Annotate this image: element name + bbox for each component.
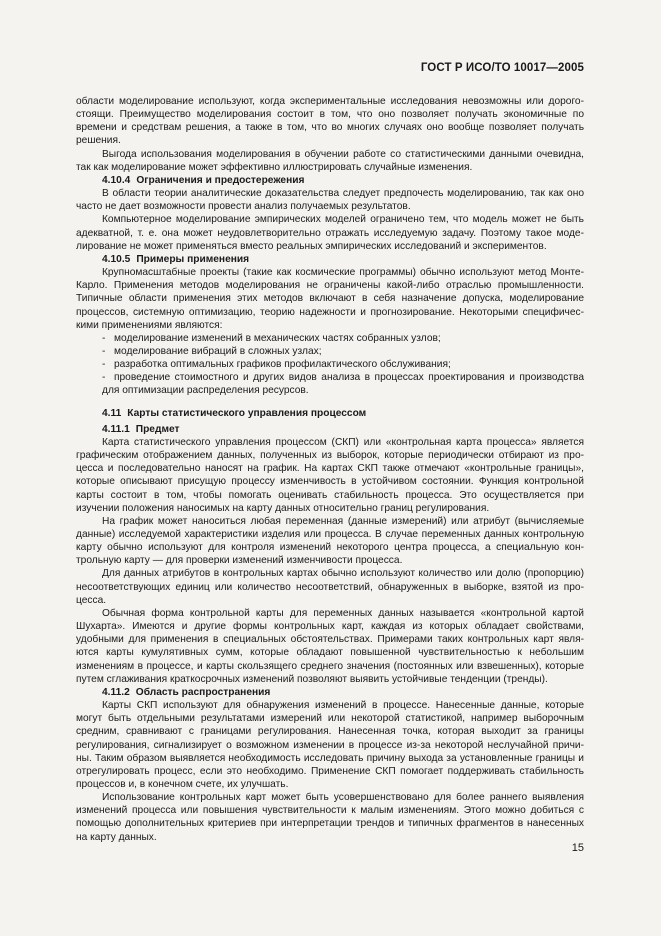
section-title: Карты статистического управления процессом xyxy=(127,407,367,419)
section-heading-4-11-2 xyxy=(76,686,584,699)
paragraph: Крупномасштабные проекты (такие как космические программы) обычно используют метод Монте-Карло. Применения методов моделирования не ограничены какой-либо отраслью промышленности. Типичные области применения этих методов включают в себя назначение допуска, моделирование процессов, системную оптимизацию, теорию надежности и прогнозирование. Некоторыми специфичес-кими применениями являются: xyxy=(76,267,584,331)
section-heading-4-10-4 xyxy=(76,174,584,187)
section-number: 4.10.5 xyxy=(102,253,131,265)
section-title: Предмет xyxy=(135,423,180,435)
document-code-header: ГОСТ Р ИСО/ТО 10017—2005 xyxy=(420,62,584,74)
list-dash: - xyxy=(102,345,106,357)
list-item xyxy=(76,345,584,358)
paragraph: Карты СКП используют для обнаружения изменений в процессе. Нанесенные данные, которые могут быть отдельными результатами измерений или некоторой статистикой, например выборочным средним, сравнивают с границами регулирования. Нанесенная точка, которая выходит за границы регулирования, сигнализирует о возможном изменении в процессе из-за некоторой неслучайной причи-ны. Таким образом выявляется необходимость исследовать причину выхода за установленные границы и отрегулировать процесс, если это необходимо. Применение СКП помогает поддерживать стабильность процессов и, в конечном счете, их улучшать. xyxy=(76,700,584,790)
paragraph: Компьютерное моделирование эмпирических моделей ограничено тем, что модель может не быть адекватной, т. е. она может неудовлетворительно отражать исследуемую задачу. Поэтому такое моде-лирование не может применяться вместо реальных эмпирических исследований и экспериментов. xyxy=(76,214,584,252)
section-number: 4.11.2 xyxy=(102,686,130,698)
list-dash: - xyxy=(102,332,106,344)
section-title: Ограничения и предостережения xyxy=(136,174,305,186)
section-heading-4-11-1 xyxy=(76,423,584,436)
paragraph: области моделирование используют, когда экспериментальные исследования невозможны или дорого-стоящи. Преимущество моделирования состоит в том, что оно позволяет получать экономичные по времени и средствам решения, а также в том, что во многих случаях оно вообще позволяет получать решения. xyxy=(76,96,584,147)
section-number: 4.11.1 xyxy=(102,423,130,435)
list-item-text: проведение стоимостного и других видов анализа в процессах проектирования и производства для оптимизации распределения ресурсов. xyxy=(102,372,584,397)
paragraph: Для данных атрибутов в контрольных картах обычно используют количество или долю (пропорцию) несоответствующих единиц или количество несоответствий, обнаруженных в выборке, взятой из про-цесса. xyxy=(76,568,584,606)
section-title: Примеры применения xyxy=(136,253,250,265)
section-title: Область распространения xyxy=(135,686,271,698)
paragraph: Использование контрольных карт может быть усовершенствовано для более раннего выявления изменений процесса или повышения чувствительности к малым изменениям. Этого можно добиться с помощью дополнительных критериев при интерпретации трендов и типичных фрагментов в нанесенных на карту данных. xyxy=(76,792,584,843)
section-heading-4-11 xyxy=(76,407,584,420)
section-number: 4.11 xyxy=(102,407,122,419)
list-item xyxy=(76,371,584,397)
paragraph: На график может наноситься любая переменная (данные измерений) или атрибут (вычисляемые данные) исследуемой характеристики изделия или процесса. В случае переменных данных контрольную карту обычно используют для контроля изменений некоторого центра процесса, а специальную кон-трольную карту — для проверки изменений изменчивости процесса. xyxy=(76,515,584,567)
list-item-text: моделирование изменений в механических частях собранных узлов; xyxy=(114,332,441,344)
paragraph: Обычная форма контрольной карты для переменных данных называется «контрольной картой Шухарта». Имеются и другие формы контрольных карт, каждая из которых обладает свойствами, удобными для применения в специальных обстоятельствах. Примерами таких контрольных карт явля-ются карты кумулятивных сумм, которые обладают повышенной чувствительностью к небольшим изменениям в процессе, и карты скользящего среднего значения (постоянных или взвешенных), которые путем сглаживания краткосрочных изменений позволяют выявить устойчивые тенденции (тренды). xyxy=(76,607,584,685)
section-number: 4.10.4 xyxy=(102,174,131,186)
paragraph: Карта статистического управления процессом (СКП) или «контрольная карта процесса» является графическим отображением данных, полученных из выборок, которые периодически отбирают из про-цесса и последовательно наносят на график. На картах СКП также отмечают «контрольные границы», которые описывают присущую процессу изменчивость в устойчивом состоянии. Функция контрольной карты состоит в том, чтобы помогать оценивать стабильность процесса. Это осуществляется при изучении положения наносимых на карту данных относительно границ регулирования. xyxy=(76,436,584,514)
list-item-text: моделирование вибраций в сложных узлах; xyxy=(114,345,322,357)
list-item xyxy=(76,332,584,345)
list-item-text: разработка оптимальных графиков профилактического обслуживания; xyxy=(114,359,451,371)
list-item xyxy=(76,358,584,371)
paragraph: Выгода использования моделирования в обучении работе со статистическими данными очевидна, так как моделирование может эффективно иллюстрировать случайные изменения. xyxy=(76,148,584,173)
section-heading-4-10-5 xyxy=(76,253,584,266)
page-content xyxy=(76,95,584,844)
list-dash: - xyxy=(102,359,106,371)
page-number: 15 xyxy=(571,842,584,854)
list-dash: - xyxy=(102,372,106,384)
paragraph: В области теории аналитические доказательства следует предпочесть моделированию, так как оно часто не дает возможности провести анализ получаемых результатов. xyxy=(76,188,584,213)
